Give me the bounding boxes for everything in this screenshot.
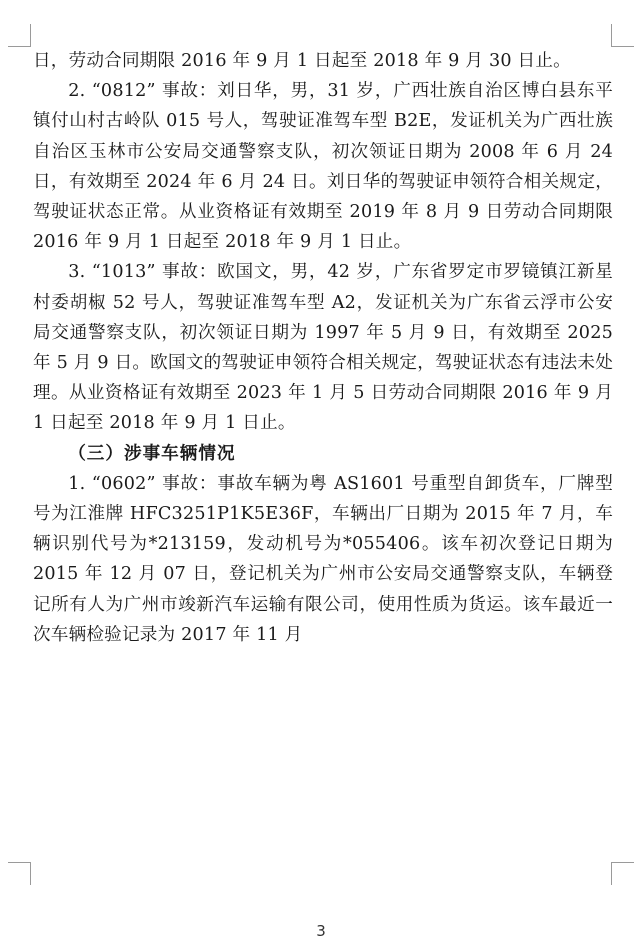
crop-mark-bottom-left — [8, 862, 31, 885]
crop-mark-top-right — [611, 24, 634, 47]
page-number: 3 — [316, 922, 326, 940]
crop-mark-bottom-right — [611, 862, 634, 885]
document-body — [33, 46, 613, 650]
section-heading-vehicles: （三）涉事车辆情况 — [68, 443, 236, 464]
paragraph-1013-accident-driver: 3. “1013” 事故：欧国文，男，42 岁，广东省罗定市罗镜镇江新星村委胡椒 52 号人，驾驶证准驾车型 A2，发证机关为广东省云浮市公安局交通警察支队，初次领证日期为 1997 年 5 月 9 日，有效期至 2025 年 5 月 9 日。欧国文的驾驶证申领符合相关规定，驾驶证状态有违法未处理。从业资格证有效期至 2023 年 1 月 5 日劳动合同期限 2016 年 9 月 1 日起至 2018 年 9 月 1 日止。 — [33, 262, 613, 434]
paragraph-0602-accident-vehicle: 1. “0602” 事故：事故车辆为粤 AS1601 号重型自卸货车，厂牌型号为江淮牌 HFC3251P1K5E36F，车辆出厂日期为 2015 年 7 月，车辆识别代号为*213159，发动机号为*055406。该车初次登记日期为 2015 年 12 月 07 日，登记机关为广州市公安局交通警察支队，车辆登记所有人为广州市竣新汽车运输有限公司，使用性质为货运。该车最近一次车辆检验记录为 2017 年 11 月 — [33, 473, 613, 645]
paragraph-0812-accident-driver: 2. “0812” 事故：刘日华，男，31 岁，广西壮族自治区博白县东平镇付山村古岭队 015 号人，驾驶证准驾车型 B2E，发证机关为广西壮族自治区玉林市公安局交通警察支队，初次领证日期为 2008 年 6 月 24 日，有效期至 2024 年 6 月 24 日。刘日华的驾驶证申领符合相关规定，驾驶证状态正常。从业资格证有效期至 2019 年 8 月 9 日劳动合同期限 2016 年 9 月 1 日起至 2018 年 9 月 1 日止。 — [33, 81, 613, 253]
crop-mark-top-left — [8, 24, 31, 47]
paragraph-continuation: 日，劳动合同期限 2016 年 9 月 1 日起至 2018 年 9 月 30 日止。 — [33, 51, 571, 71]
